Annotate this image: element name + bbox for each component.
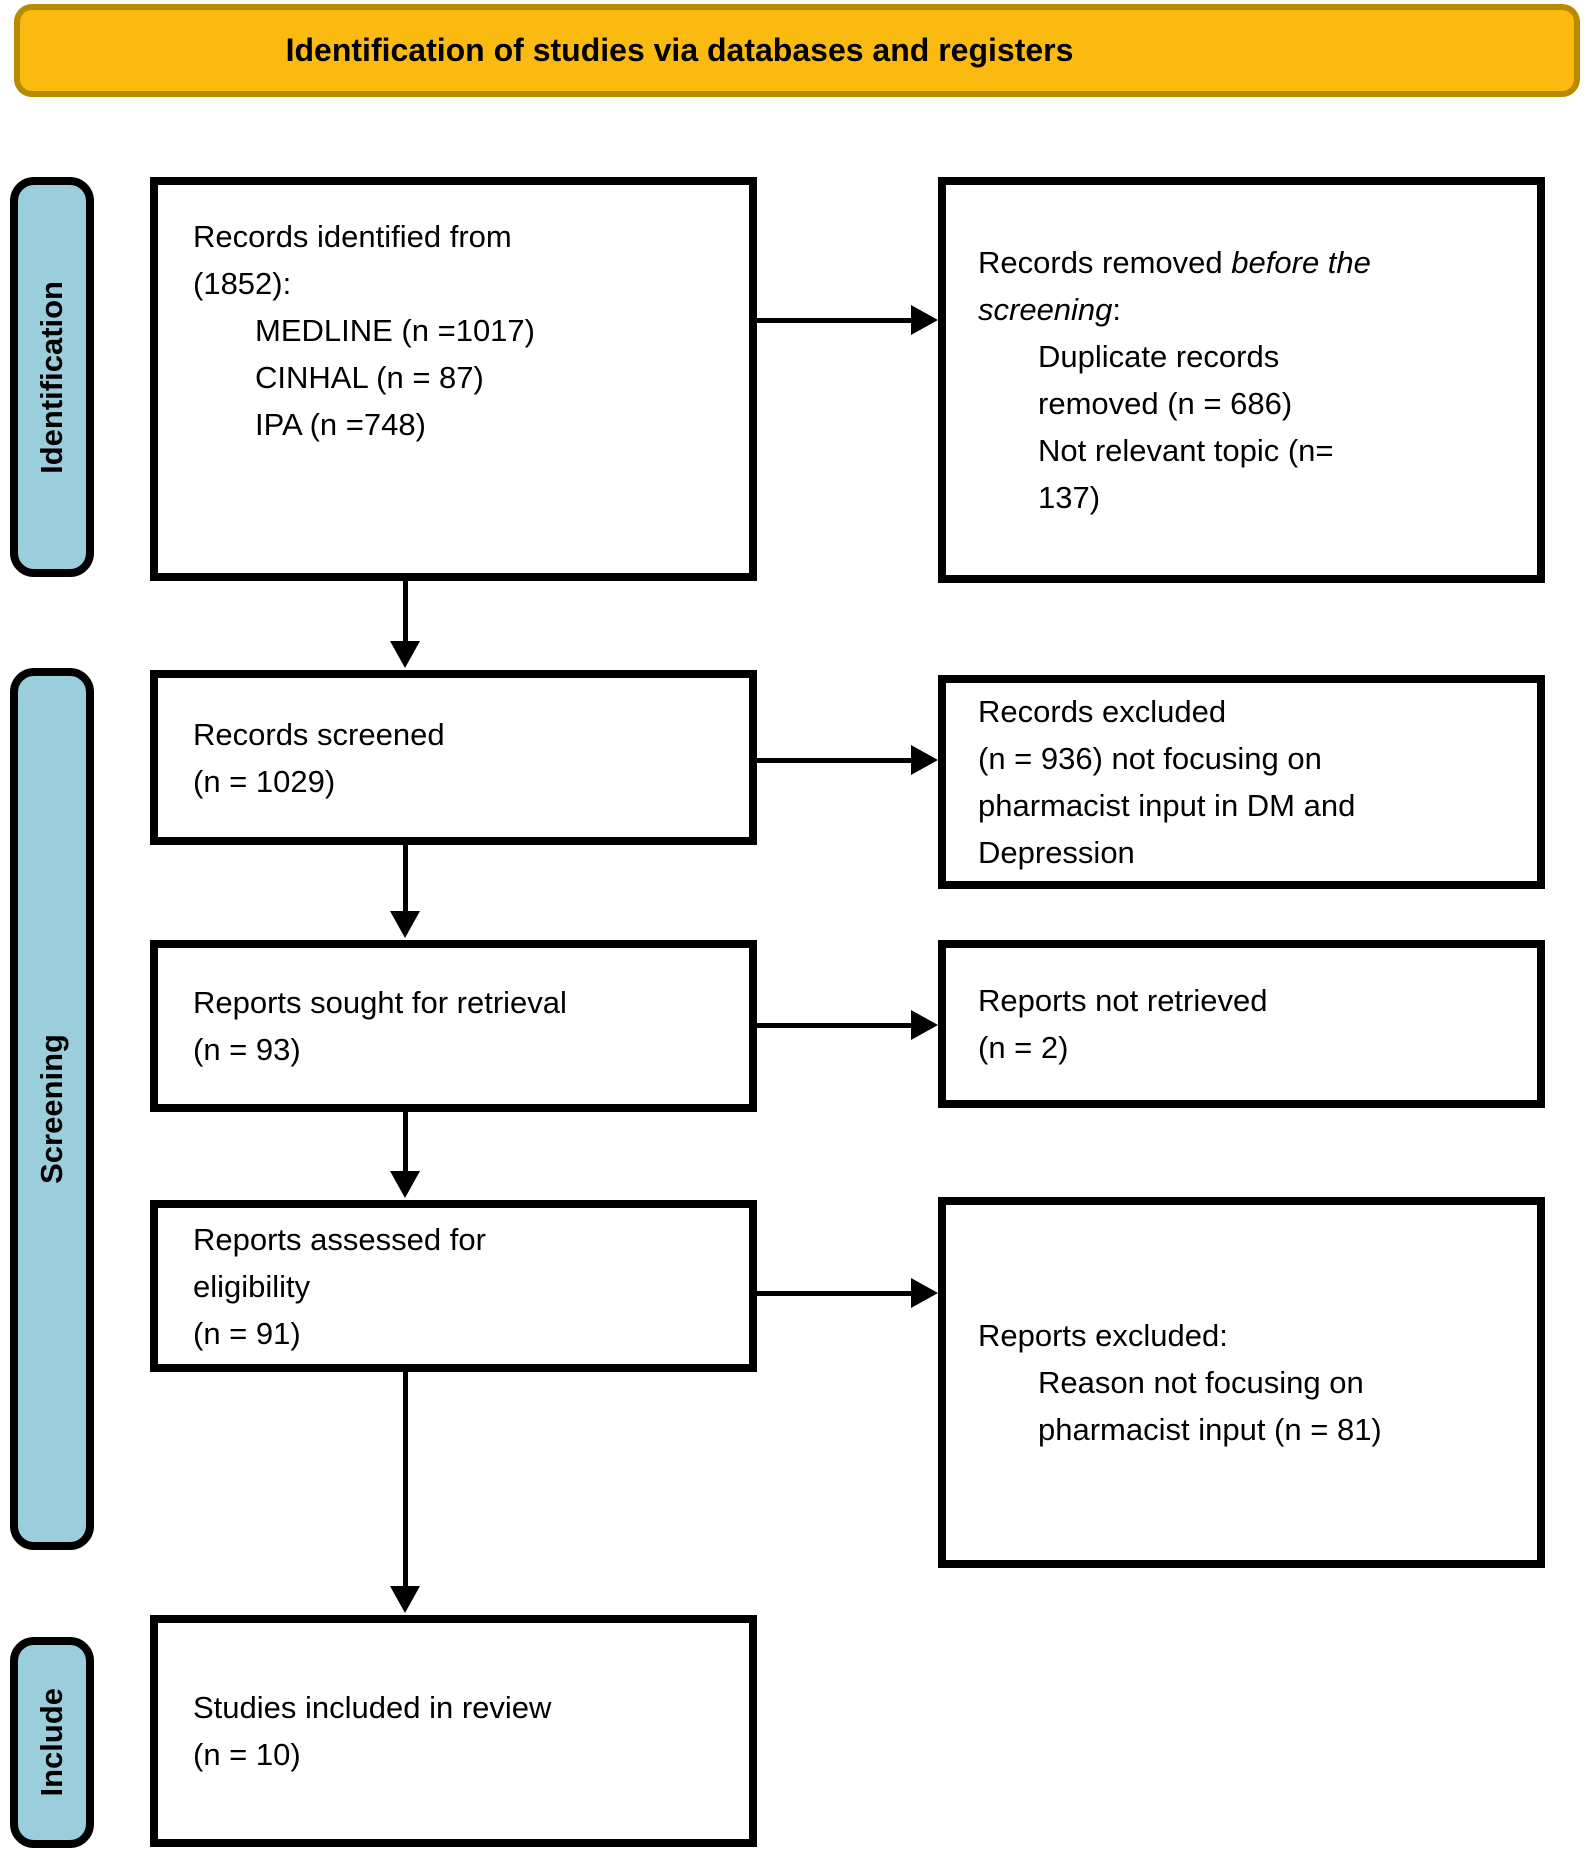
arrow-right-assessed-to-excluded — [757, 1278, 938, 1308]
arrow-down-screened-to-sought — [390, 845, 420, 938]
arrow-right-icon — [911, 745, 938, 775]
box-reports-sought — [150, 940, 757, 1112]
records-removed-head: : — [1112, 292, 1122, 327]
box-reports-excluded — [938, 1197, 1545, 1568]
arrow-down-icon — [390, 1586, 420, 1613]
records-removed-line — [978, 239, 1527, 286]
records-removed-head: Records removed — [978, 245, 1232, 280]
stage-label-screening: Screening — [34, 1034, 69, 1184]
studies-included-count: (n = 10) — [193, 1737, 301, 1772]
records-excluded-line: Depression — [978, 835, 1135, 870]
records-identified-source-medline: MEDLINE (n =1017) — [255, 313, 535, 348]
stage-bar-include — [10, 1637, 94, 1848]
records-identified-line: (1852): — [193, 266, 292, 301]
records-screened-line: Records screened — [193, 716, 445, 752]
diagram-title: Identification of studies via databases and registers — [285, 32, 1074, 68]
records-removed-reason-line: removed (n = 686) — [1038, 386, 1293, 421]
records-removed-head-italic: screening — [978, 292, 1113, 327]
arrow-shaft — [757, 1291, 913, 1296]
reports-sought-line: Reports sought for retrieval — [193, 985, 567, 1020]
stage-label-identification: Identification — [34, 280, 69, 474]
arrow-shaft — [403, 581, 408, 643]
arrow-down-icon — [390, 911, 420, 938]
records-excluded-line: Records excluded — [978, 694, 1227, 729]
arrow-right-identified-to-removed — [757, 305, 938, 335]
arrow-right-screened-to-excluded — [757, 745, 938, 775]
records-identified-source-cinhal: CINHAL (n = 87) — [255, 360, 484, 395]
arrow-right-icon — [911, 1278, 938, 1308]
arrow-shaft — [403, 1372, 408, 1588]
box-studies-included — [150, 1615, 757, 1847]
arrow-shaft — [757, 1023, 913, 1028]
arrow-down-icon — [390, 1171, 420, 1198]
box-records-removed — [938, 177, 1545, 583]
reports-assessed-line: Reports assessed for — [193, 1221, 486, 1257]
stage-bar-screening — [10, 668, 94, 1550]
reports-excluded-reason-line: pharmacist input (n = 81) — [1038, 1412, 1382, 1447]
records-removed-line — [978, 286, 1527, 333]
arrow-shaft — [757, 318, 913, 323]
reports-sought-count: (n = 93) — [193, 1032, 301, 1067]
arrow-shaft — [403, 845, 408, 913]
arrow-right-icon — [911, 305, 938, 335]
records-excluded-line: pharmacist input in DM and — [978, 788, 1356, 823]
records-identified-source-ipa: IPA (n =748) — [255, 407, 426, 442]
records-excluded-line: (n = 936) not focusing on — [978, 741, 1322, 776]
diagram-title-banner — [14, 4, 1580, 97]
reports-assessed-line: eligibility — [193, 1268, 311, 1304]
arrow-down-identified-to-screened — [390, 581, 420, 668]
box-records-excluded — [938, 675, 1545, 889]
box-reports-not-retrieved — [938, 940, 1545, 1108]
records-screened-count: (n = 1029) — [193, 763, 336, 799]
reports-excluded-head: Reports excluded: — [978, 1318, 1228, 1353]
records-removed-reason-line: Not relevant topic (n= — [1038, 433, 1334, 468]
arrow-down-assessed-to-included — [390, 1372, 420, 1613]
arrow-shaft — [403, 1112, 408, 1173]
box-records-screened — [150, 670, 757, 845]
arrow-shaft — [757, 758, 913, 763]
arrow-right-icon — [911, 1010, 938, 1040]
stage-bar-identification — [10, 177, 94, 577]
reports-not-retrieved-line: Reports not retrieved — [978, 983, 1268, 1018]
records-removed-reason-line: 137) — [1038, 480, 1101, 515]
arrow-down-icon — [390, 641, 420, 668]
box-records-identified — [150, 177, 757, 581]
stage-label-include: Include — [34, 1688, 69, 1797]
arrow-right-sought-to-not-retrieved — [757, 1010, 938, 1040]
reports-excluded-reason-line: Reason not focusing on — [1038, 1365, 1364, 1400]
reports-assessed-count: (n = 91) — [193, 1315, 301, 1351]
records-removed-reason-line: Duplicate records — [1038, 339, 1280, 374]
records-removed-head-italic: before the — [1231, 245, 1371, 280]
records-identified-line: Records identified from — [193, 219, 512, 254]
box-reports-assessed — [150, 1200, 757, 1372]
arrow-down-sought-to-assessed — [390, 1112, 420, 1198]
reports-not-retrieved-count: (n = 2) — [978, 1030, 1069, 1065]
studies-included-line: Studies included in review — [193, 1690, 552, 1725]
